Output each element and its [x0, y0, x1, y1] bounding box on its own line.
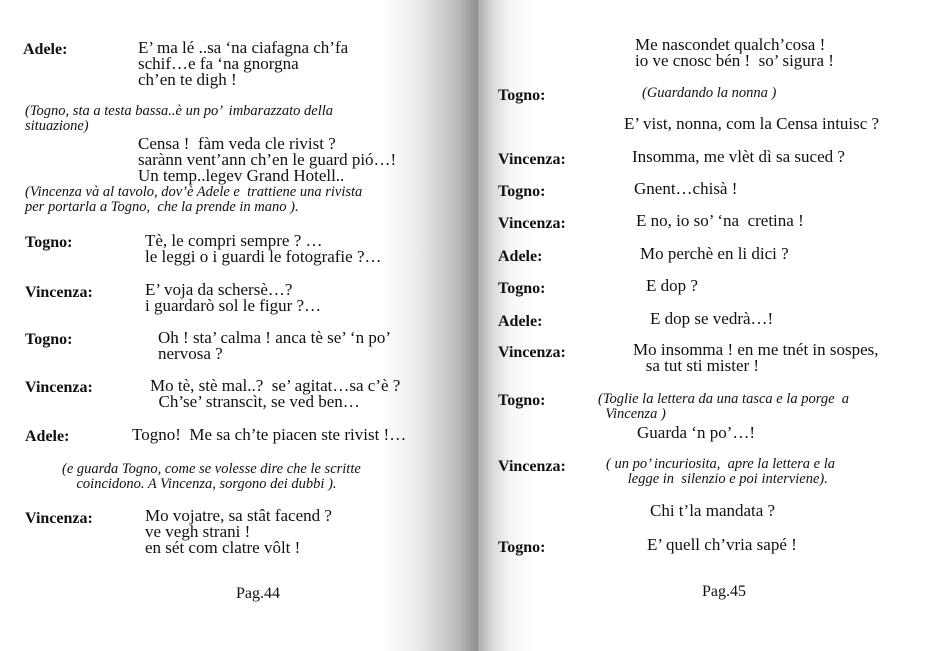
dialogue-line: E dop se vedrà…! — [650, 309, 774, 328]
dialogue-line: Mo perchè en li dici ? — [640, 244, 789, 263]
speaker-name: Togno: — [498, 87, 546, 104]
speaker-name: Adele: — [23, 41, 68, 58]
stage-direction: ( un po’ incuriosita, apre la lettera e la legge in silenzio e poi interviene). — [606, 456, 836, 487]
speaker-name: Vincenza: — [498, 344, 566, 361]
speaker-name: Togno: — [25, 331, 73, 348]
dialogue-line: E’ voja da schersè…? i guardarò sol le figur ?… — [145, 280, 322, 315]
page-number: Pag.44 — [236, 585, 280, 602]
dialogue-line: Gnent…chisà ! — [634, 179, 738, 198]
dialogue-line: Chi t’la mandata ? — [650, 501, 776, 520]
dialogue-line: E no, io so’ ‘na cretina ! — [636, 211, 804, 230]
dialogue-line: Me nascondet qualch’cosa ! io ve cnosc bén ! so’ sigura ! — [635, 35, 834, 70]
speaker-name: Vincenza: — [498, 151, 566, 168]
dialogue-line: E’ ma lé ..sa ‘na ciafagna ch’fa schif…e fa ‘na gnorgna ch’en te digh ! — [138, 38, 349, 89]
dialogue-line: Censa ! fàm veda cle rivist ? sarànn vent’ann ch’en le guard pió…! Un temp..legev Grand Hotell.. — [138, 134, 397, 185]
speaker-name: Vincenza: — [25, 284, 93, 301]
dialogue-line: Togno! Me sa ch’te piacen ste rivist !… — [132, 425, 407, 444]
stage-direction: (Togno, sta a testa bassa..è un po’ imbarazzato della situazione) — [25, 103, 334, 134]
speaker-name: Adele: — [25, 428, 70, 445]
dialogue-line: Guarda ‘n po’…! — [637, 423, 756, 442]
speaker-name: Togno: — [25, 234, 73, 251]
speaker-name: Togno: — [498, 280, 546, 297]
right-page — [478, 0, 945, 651]
dialogue-line: Mo insomma ! en me tnét in sospes, sa tut sti mister ! — [633, 340, 879, 375]
stage-direction: (Vincenza và al tavolo, dov’è Adele e trattiene una rivista per portarla a Togno, che la prende in mano ). — [25, 184, 363, 215]
speaker-name: Togno: — [498, 183, 546, 200]
stage-direction: (Guardando la nonna ) — [642, 85, 777, 101]
dialogue-line: Mo tè, stè mal..? se’ agitat…sa c’è ? Ch’se’ stranscìt, se ved ben… — [150, 376, 401, 411]
stage-direction: (Toglie la lettera da una tasca e la porge a Vincenza ) — [598, 391, 850, 422]
speaker-name: Togno: — [498, 392, 546, 409]
speaker-name: Togno: — [498, 539, 546, 556]
speaker-name: Vincenza: — [25, 510, 93, 527]
dialogue-line: E dop ? — [646, 276, 698, 295]
dialogue-line: Mo vojatre, sa stât facend ? ve vegh strani ! en sét com clatre vôlt ! — [145, 506, 332, 557]
speaker-name: Vincenza: — [498, 458, 566, 475]
dialogue-line: Insomma, me vlèt dì sa suced ? — [632, 147, 845, 166]
speaker-name: Adele: — [498, 313, 543, 330]
dialogue-line: Oh ! sta’ calma ! anca tè se’ ‘n po’ nervosa ? — [158, 328, 392, 363]
dialogue-line: E’ quell ch’vria sapé ! — [647, 535, 797, 554]
dialogue-line: E’ vist, nonna, com la Censa intuisc ? — [624, 114, 880, 133]
speaker-name: Vincenza: — [25, 379, 93, 396]
dialogue-line: Tè, le compri sempre ? … le leggi o i guardi le fotografie ?… — [145, 231, 382, 266]
speaker-name: Adele: — [498, 248, 543, 265]
speaker-name: Vincenza: — [498, 215, 566, 232]
stage-direction: (e guarda Togno, come se volesse dire che le scritte coincidono. A Vincenza, sorgono dei dubbi ). — [62, 461, 361, 492]
page-number: Pag.45 — [702, 583, 746, 600]
